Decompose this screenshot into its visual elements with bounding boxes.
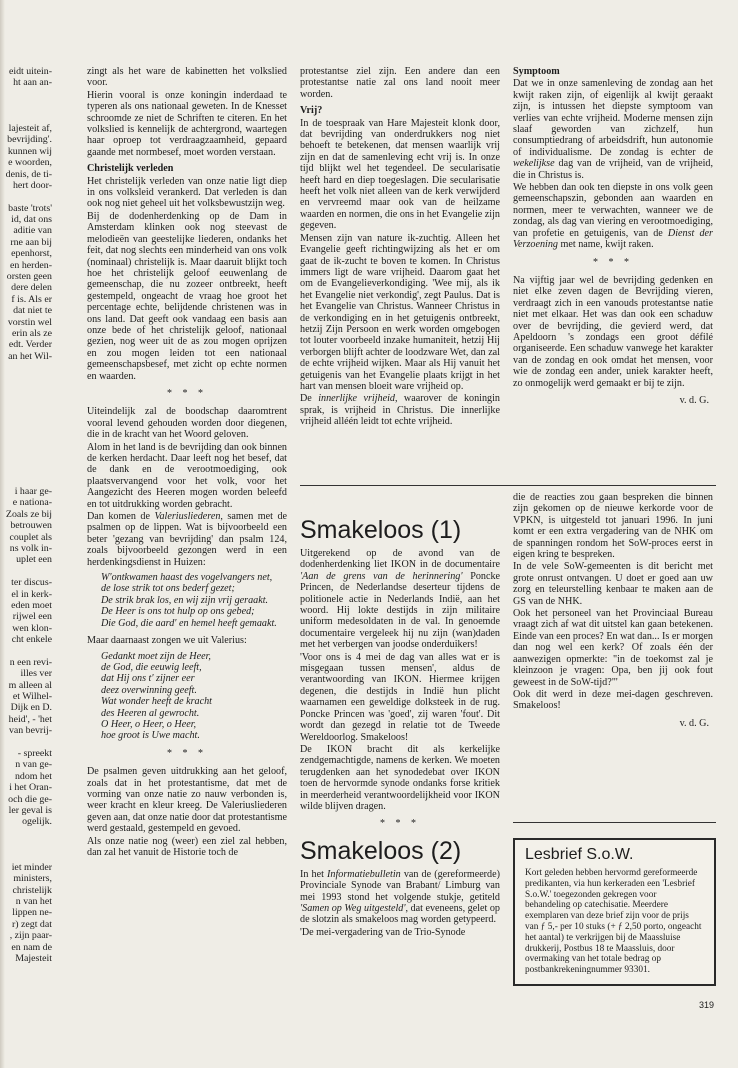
col3-paragraph: [513, 78, 713, 181]
heading-symptoom: Symptoom: [513, 66, 560, 77]
text-run: Poncke Princen, de Nederlandse deserteur tijdens de politionele actie in Nederlands Indië, aan het woord. Hij lokte destijds in zijn militaire uniform medesoldaten in de val. In genoemde documentaire vergeleek hij nu zijn (wan)daden met het verbergen van joodse onderduikers!: [300, 570, 500, 651]
fragment-line: n een revi-: [9, 656, 52, 668]
page-number: 319: [699, 1000, 715, 1010]
poem-line: de God, die eeuwig leeft,: [101, 661, 202, 673]
fragment-line: dere delen: [11, 282, 52, 294]
emphasis-samen-op-weg: 'Samen op Weg uitgesteld': [300, 902, 406, 914]
fragment-line: [0, 828, 52, 839]
fragment-line: dat niet te: [13, 305, 52, 317]
text-run: , waarover de koningin sprak, is vrijheid in Christus. Die innerlijke vrijheid alléén leidt tot echte vrijheid.: [300, 393, 500, 428]
col3-paragraph: Na vijftig jaar wel de bevrijding gedenken en niet elke zeven dagen de Bevrijding vieren, verdraagt zich in een vanouds protestantse natie niet met elkaar. Het was dan ook een schaduw over de bevrijding, die gevierd werd, dat Apeldoorn 's zondags een groot défilé organiseerde. Een schaduw vanwege het karakter van de zondag en ook omdat het mensen, voor wie de zondag een ander, uniek karakter heeft, zo onmogelijk werd gemaakt er bij te zijn.: [513, 274, 713, 389]
fragment-line: an het Wil-: [8, 350, 52, 362]
section-divider-stars: * * *: [593, 256, 633, 268]
fragment-line: baste 'trots': [8, 202, 52, 214]
poem-line: dat Hij ons t' zijner eer: [101, 673, 195, 685]
text-run: In het: [300, 868, 328, 880]
col1-paragraph: Het christelijk verleden van onze natie ligt diep in ons volksleid verankerd. Dat verleden is dan ook nog niet geheel uit het volksbewustzijn weg.: [87, 175, 287, 210]
fragment-line: iet minder: [11, 861, 52, 873]
poem-line: Gedankt moet zijn de Heer,: [101, 650, 211, 662]
fragment-line: e woorden,: [8, 157, 52, 169]
emphasis-wekelijkse: wekelijkse: [513, 158, 555, 170]
text-run: , samen met de psalmen op de lippen. Wat is bijvoorbeeld een beter 'gezang van bevrijding' dan psalm 124, zoals bijvoorbeeld gezongen werd in een herdenkingsdienst in Huizen:: [87, 511, 288, 568]
fragment-line: denis, de ti-: [5, 168, 52, 180]
lesbrief-body: Kort geleden hebben hervormd gereformeerde predikanten, via hun kerkeraden een 'Lesbrief S.o.W.' toegezonden gekregen voor behandeling op catechisatie. Meerdere exemplaren van deze brief zijn voor de prijs van ƒ 5,- per 10 stuks (+ ƒ 2,50 porto, ongeacht het aantal) te verkrijgen bij de Maassluise drukkerij, Postbus 18 te Maassluis, door overmaking van het totale bedrag op postbankrekeningnummer 93301.: [525, 868, 702, 976]
section-rule: [513, 822, 716, 823]
fragment-line: - spreekt: [17, 747, 52, 759]
fragment-line: cht enkele: [11, 634, 52, 646]
fragment-line: en herden-: [10, 259, 52, 271]
heading-christelijk-verleden: Christelijk verleden: [87, 163, 174, 175]
col1-paragraph: Uiteindelijk zal de boodschap daaromtrent vooral levend gehouden worden door diegenen, die in de kracht van het Woord geloven.: [87, 406, 287, 441]
emphasis-dienst-der-verzoening: Dienst der Verzoening: [513, 227, 713, 251]
fragment-line: epenhorst,: [11, 248, 52, 260]
fragment-line: lippen ne-: [12, 907, 52, 919]
left-page-fragment-bottom: [0, 486, 52, 964]
fragment-line: r) zegt dat: [11, 918, 52, 930]
fragment-line: illes ver: [20, 668, 52, 680]
fragment-line: [0, 566, 52, 577]
column-1: [87, 66, 287, 859]
fragment-line: edt. Verder: [8, 339, 52, 351]
poem-line: De strik brak los, en wij zijn vrij geraakt.: [101, 594, 269, 606]
col2-paragraph: [300, 393, 500, 427]
fragment-line: el in kerk-: [11, 588, 52, 600]
fragment-line: aditie van: [13, 225, 52, 237]
fragment-line: Dijk en D.: [10, 702, 52, 714]
text-run: Dat we in onze samenleving de zondag aan het kwijt raken zijn, of eigenlijk al kwijt geraakt zijn, is intussen het diepste symptoom van verlies van echte vrijheid. Moderne mensen zijn slaaf geworden van zichzelf, hun consumptiedrang of arbeidsdrift, hun autonomie of individualisme. De zondag is echter de: [513, 78, 713, 158]
emphasis-innerlijke-vrijheid: innerlijke vrijheid: [318, 393, 395, 405]
fragment-line: ter discus-: [11, 577, 52, 589]
fragment-line: [0, 89, 52, 100]
fragment-line: heid', - 'het: [8, 713, 52, 725]
fragment-line: och die ge-: [8, 793, 52, 805]
col2-paragraph: In de toespraak van Hare Majesteit klonk door, dat bevrijding van onderdrukkers nog niet behoeft te betekenen, dat mensen waarlijk vrij zijn en dat de samenleving echt vrij is. In onze tijd blijkt wel het tegendeel. De secularisatie heeft hard en diep toegeslagen. Die secularisatie heeft het volk niet alleen van de kerk verwijderd en vervreemd maar ook van de heilzame waarden en normen, die ons in het Evangelie zijn gegeven.: [300, 117, 500, 232]
fragment-line: ht aan an-: [13, 77, 52, 89]
fragment-line: erin als ze: [11, 327, 52, 339]
poem-line: Die God, die aard' en hemel heeft gemaakt.: [101, 617, 277, 629]
fragment-line: n van het: [15, 896, 52, 908]
poem-line: De Heer is ons tot hulp op ons gebed;: [101, 606, 255, 618]
section-divider-stars: * * *: [380, 818, 420, 830]
col3b-paragraph: Ook dit werd in deze mei-dagen geschreven. Smakeloos!: [513, 688, 713, 712]
col1-paragraph: Hierin vooral is onze koningin inderdaad te typeren als ons nationaal geweten. In de Knesset schroomde ze niet de Schriften te citeren. En het volkslied is kennelijk de achtergrond, waartegen haar oproep tot verdraagzaamheid, gepaard gaande met normbesef, moet worden verstaan.: [87, 89, 287, 158]
emphasis-valeriusliederen: Valeriusliederen: [154, 511, 221, 523]
fragment-line: lajesteit af,: [8, 122, 52, 134]
fragment-line: [0, 839, 52, 850]
poem-line: de lose strik tot ons bederf gezet;: [101, 583, 235, 595]
poem-line: O Heer, o Heer, o Heer,: [101, 718, 197, 730]
fragment-line: Zoals ze bij: [5, 508, 52, 520]
fragment-line: n van ge-: [15, 759, 52, 771]
fragment-line: bevrijding'.: [7, 134, 52, 146]
col1-paragraph: Alom in het land is de bevrijding dan ook binnen de kerken herdacht. Daar leeft nog het besef, dat de dank en de verootmoediging, ook plaatsvervangend voor het volk, voor het Aangezicht des Heeren mogen worden beleefd en tot uitdrukking worden gebracht.: [87, 441, 287, 510]
heading-vrij: Vrij?: [300, 105, 323, 117]
poem-valerius: [101, 651, 287, 742]
poem-line: W'ontkwamen haast des vogelvangers net,: [101, 572, 273, 584]
smakeloos2-paragraph: 'De mei-vergadering van de Trio-Synode: [300, 926, 466, 938]
col3b-paragraph: In de vele SoW-gemeenten is dit bericht met grote onrust ontvangen. U doet er goed aan uw zorg en teleurstelling kenbaar te maken aan de GS van de NHK.: [513, 561, 713, 607]
fragment-line: rne aan bij: [10, 236, 52, 248]
fragment-line: betrouwen: [10, 520, 52, 532]
fragment-line: id, dat ons: [11, 214, 52, 226]
fragment-line: m alleen al: [8, 679, 52, 691]
fragment-line: [0, 191, 52, 202]
fragment-line: [0, 737, 52, 748]
fragment-line: et Wilhel-: [12, 691, 52, 703]
poem-psalm-124: [101, 572, 287, 629]
text-run: , dat eveneens, gelet op de slotzin als smakeloos mag worden getypeerd.: [300, 902, 500, 926]
text-run: dag van de vrijheid, van de vrijheid, die in Christus is.: [513, 158, 713, 181]
fragment-line: e nationa-: [12, 497, 52, 509]
poem-line: des Heeren al gewrocht.: [101, 707, 200, 719]
column-2-top: [300, 66, 500, 429]
fragment-line: en nam de: [11, 941, 52, 953]
col1-paragraph: [87, 511, 287, 568]
smakeloos1-paragraph: [300, 548, 500, 651]
column-2-bottom: [300, 516, 500, 939]
fragment-line: ogelijk.: [22, 816, 52, 828]
text-run: We hebben dan ook ten diepste in ons volk geen gemeenschapszin, gebonden aan waarden en normen, meer te verwachten, wanneer we de zondag, als dag van viering en verootmoediging, van profetie en getuigenis, van de: [513, 182, 713, 239]
text-run: met name, kwijt raken.: [558, 239, 654, 251]
fragment-line: [0, 645, 52, 656]
fragment-line: christelijk: [12, 884, 52, 896]
fragment-line: ministers,: [13, 873, 52, 885]
fragment-line: [0, 100, 52, 111]
fragment-line: hert door-: [12, 179, 52, 191]
fragment-line: vorstin wel: [7, 316, 52, 328]
fragment-line: kunnen wij: [7, 145, 52, 157]
col1-paragraph: De psalmen geven uitdrukking aan het geloof, zoals dat in het protestantisme, dat met de vorming van onze natie zo nauw verbonden is, weer kracht en kleur kreeg. De Valeriusliederen geven aan, dat onze natie door dat protestantisme werd gestaald, gestempeld en gevoed.: [87, 766, 287, 835]
fragment-line: rijwel een: [12, 611, 52, 623]
emphasis-informatiebulletin: Informatiebulletin: [327, 868, 401, 880]
text-run: Dan komen de: [87, 511, 155, 523]
fragment-line: uplet een: [16, 554, 52, 566]
column-3-top: [513, 66, 713, 406]
col2-paragraph: Mensen zijn van nature ik-zuchtig. Alleen het Evangelie geeft richtingwijzing als het er om gaat de ik-zucht te boven te komen. In Christus immers ligt de ware vrijheid. Daarom gaat het om de Evangelieverkondiging. 'Wee mij, als ik het Evangelie niet verkondig', zegt Paulus. Dat is het Evangelie van Christus. Wanneer Christus in de verkondiging en in het getuigenis ontbreekt, hetzij Zijn Persoon en werk worden omgebogen tot louter voorbeeld inzake humaniteit, hetzij Hij verborgen blijft achter de loodzware Wet, dan zal de echte vrijheid wijken. Maar als Hij vanuit het getuigenis van het Evangelie plaats krijgt in het hart van mensen bloeit ware vrijheid op.: [300, 232, 500, 392]
col3-paragraph: [513, 182, 713, 250]
author-signature: v. d. G.: [679, 717, 709, 729]
poem-line: Wat wonder heeft de kracht: [101, 696, 212, 708]
col2-paragraph: protestantse ziel zijn. Een andere dan een protestantse natie zal ons land nooit meer worden.: [300, 66, 500, 100]
text-run: Uitgerekend op de avond van de dodenherdenking liet IKON in de documentaire: [300, 548, 500, 571]
column-3-bottom: [513, 492, 713, 729]
fragment-line: f is. Als er: [11, 293, 52, 305]
article-title-smakeloos-2: Smakeloos (2): [300, 836, 462, 865]
left-page-fragment-top: [0, 66, 52, 362]
smakeloos1-paragraph: 'Voor ons is 4 mei de dag van alles wat er is misgegaan tussen mensen', aldus de verantwoording van IKON. Hiermee krijgen degenen, die destijds in Indië hun plicht waarnamen een geweldige dolksteek in de rug. Poncke Princen was 'goed', zij waren 'fout'. Dit wordt dan gezegd in relatie tot de Tweede Wereldoorlog. Smakeloos!: [300, 651, 500, 743]
fragment-line: eidt uitein-: [8, 66, 52, 77]
fragment-line: Majesteit: [15, 953, 52, 965]
emphasis-documentary-title: 'Aan de grens van de herinnering': [300, 570, 463, 582]
col1-paragraph: zingt als het ware de kabinetten het volkslied voor.: [87, 66, 287, 89]
fragment-line: van bevrij-: [8, 725, 52, 737]
section-rule: [300, 485, 716, 486]
fragment-line: orsten geen: [6, 271, 52, 283]
fragment-line: [0, 851, 52, 862]
fragment-line: , zijn paar-: [9, 930, 52, 942]
fragment-line: i haar ge-: [14, 486, 52, 497]
poem-line: deez overwinning geeft.: [101, 684, 197, 696]
fragment-line: eden moet: [11, 599, 52, 611]
col3b-paragraph: Ook het personeel van het Provinciaal Bureau vraagt zich af wat dit uitstel kan gaan betekenen. Einde van een proces? En wat dan... Is er morgen dan nog wel een kerk? Of zoals één der aanwezigen opmerkte: "in de toekomst zal je kleinzoon je vragen: Opa, ben jij ook fout geweest in de SoW-tijd?"': [513, 608, 713, 688]
text-run: van de (gereformeerde) Provinciale Synode van Brabant/ Limburg van mei 1993 stond het volgende stukje, getiteld: [300, 868, 500, 903]
fragment-line: ndom het: [14, 770, 52, 782]
smakeloos2-paragraph: [300, 869, 500, 926]
lesbrief-title: Lesbrief S.o.W.: [525, 846, 634, 863]
fragment-line: [0, 112, 52, 123]
author-signature: v. d. G.: [679, 394, 709, 406]
lesbrief-box: [513, 838, 716, 986]
section-divider-stars: * * *: [167, 387, 207, 399]
fragment-line: ns volk in-: [9, 542, 52, 554]
section-divider-stars: * * *: [167, 747, 207, 759]
col1-paragraph: Bij de dodenherdenking op de Dam in Amsterdam klinken ook nog steevast de melodieën van geestelijke liederen, ondanks het feit, dat nog slechts een minderheid van ons volk (nominaal) christelijk is. Maar daaruit blijkt toch hoe het christelijk geloof eeuwenlang de gemeenschap, die nu zozeer ontbreekt, heeft gestempeld, ongeacht de vraag hoe groot het percentage echte, belijdende christenen was in ons land. Dat geeft ook vandaag een basis aan onze bede of het christelijk geloof, nationaal gezien, nog weer uit de as zou mogen oprijzen en zou mogen leiden tot een nationaal gemeenschapsbesef, met zicht op echte normen en waarden.: [87, 210, 287, 382]
text-run: De: [300, 393, 319, 405]
fragment-line: wen klon-: [12, 622, 52, 634]
fragment-line: ler geval is: [8, 804, 52, 816]
article-title-smakeloos-1: Smakeloos (1): [300, 516, 462, 544]
col1-paragraph: Maar daarnaast zongen we uit Valerius:: [87, 635, 247, 647]
smakeloos1-paragraph: De IKON bracht dit als kerkelijke zendgemachtigde, namens de kerken. We moeten terugdenken aan het synodedebat over IKON toen de hervormde synode ondanks forse kritiek in meerderheid verantwoordelijkheid voor IKON wilde blijven dragen.: [300, 743, 500, 812]
col1-paragraph: Als onze natie nog (weer) een ziel zal hebben, dan zal het vanuit de Historie toch de: [87, 835, 287, 858]
fragment-line: couplet als: [9, 531, 52, 543]
fragment-line: i het Oran-: [9, 782, 52, 794]
poem-line: hoe groot is Uwe macht.: [101, 730, 200, 742]
col3b-paragraph: die de reacties zou gaan bespreken die binnen zijn gekomen op de nieuwe kerkorde voor de VPKN, is uitgesteld tot januari 1996. In juni komt er een extra vergadering van de NHK om de spanningen rondom het SoW-proces eerst in eigen kring te bespreken.: [513, 492, 713, 561]
